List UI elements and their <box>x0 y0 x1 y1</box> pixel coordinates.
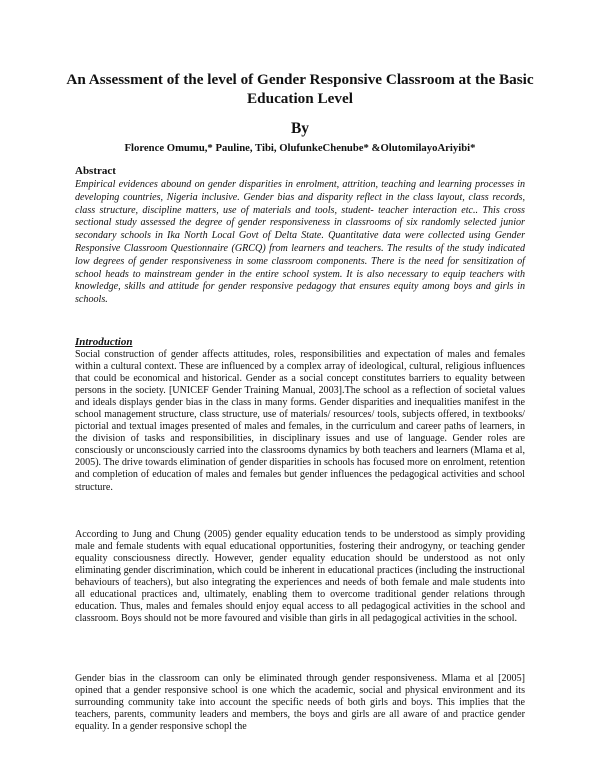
abstract-text: Empirical evidences abound on gender disparities in enrolment, attrition, teaching and learning processes in developing countries, Nigeria inclusive. Gender bias and disparity reflect in the class layout, class records, class structure, discipline matters, use of materials and tools, student- teacher interaction etc.. This cross sectional study assessed the degree of gender responsiveness in classrooms of six randomly selected junior secondary schools in Ika North Local Govt of Delta State. Quantitative data were collected using Gender Responsive Classroom Questionnaire (GRCQ) from learners and teachers. The results of the study indicated low degrees of gender responsiveness in some classroom components. There is the need for sensitization of school heads to mainstream gender in the entire school system. It is also necessary to equip teachers with knowledge, skills and attitude for gender responsive pedagogy that ensures equity among boys and girls in schools. <box>75 179 525 306</box>
author-list: Florence Omumu,* Pauline, Tibi, OlufunkeChenube* &OlutomilayoAriyibi* <box>124 142 476 154</box>
body-paragraph-1: Social construction of gender affects attitudes, roles, responsibilities and expectation of males and females within a cultural context. These are influenced by a complex array of ideological, cultural, religious influences that could be economical and historical. Gender as a social concept constitutes barriers to equality between persons in the society. [UNICEF Gender Training Manual, 2003].The school as a reflection of societal values and ideals displays gender bias in the class in many forms. Gender disparities and inequalities manifest in the school management structure, class structure, use of materials/ resources/ tools, subjects offered, in textbooks/ pictorial and textual images presented of males and females, in the curriculum and career paths of learners, in the division of tasks and responsibilities, in disciplinary issues and use of language. Gender roles are consciously or unconsciously carried into the classrooms dynamics by both teachers and learners (Mlama et al, 2005). The drive towards elimination of gender disparities in schools has focused more on enrolment, retention and completion of education of males and females but gender influences the pedagogical activities and school structure. <box>75 349 525 493</box>
body-paragraph-3: Gender bias in the classroom can only be eliminated through gender responsiveness. Mlama et al [2005] opined that a gender responsive school is one which the academic, social and physical environment and its surrounding community take into account the specific needs of both girls and boys. This implies that the teachers, parents, community leaders and members, the boys and girls are all aware of and practice gender equality. In a gender responsive schopl the <box>75 673 525 733</box>
byline-label: By <box>290 120 310 137</box>
abstract-heading: Abstract <box>75 165 116 177</box>
body-paragraph-2: According to Jung and Chung (2005) gender equality education tends to be understood as simply providing male and female students with equal educational opportunities, fostering their androgyny, or teaching gender equality consciousness directly. However, gender equality education should be understood as not only eliminating gender discrimination, which could be inherent in educational practices (including the instructional behaviours of teachers), but also integrating the experiences and needs of both female and male students into all educational practices and, ultimately, enabling them to overcome traditional gender relations through education. Thus, males and females should enjoy equal access to all pedagogical activities in the school and classroom. Boys should not be more favoured and visible than girls in all pedagogical activities in the school. <box>75 529 525 625</box>
introduction-heading: Introduction <box>75 336 133 348</box>
paper-title: An Assessment of the level of Gender Responsive Classroom at the Basic Education Level <box>66 71 534 107</box>
